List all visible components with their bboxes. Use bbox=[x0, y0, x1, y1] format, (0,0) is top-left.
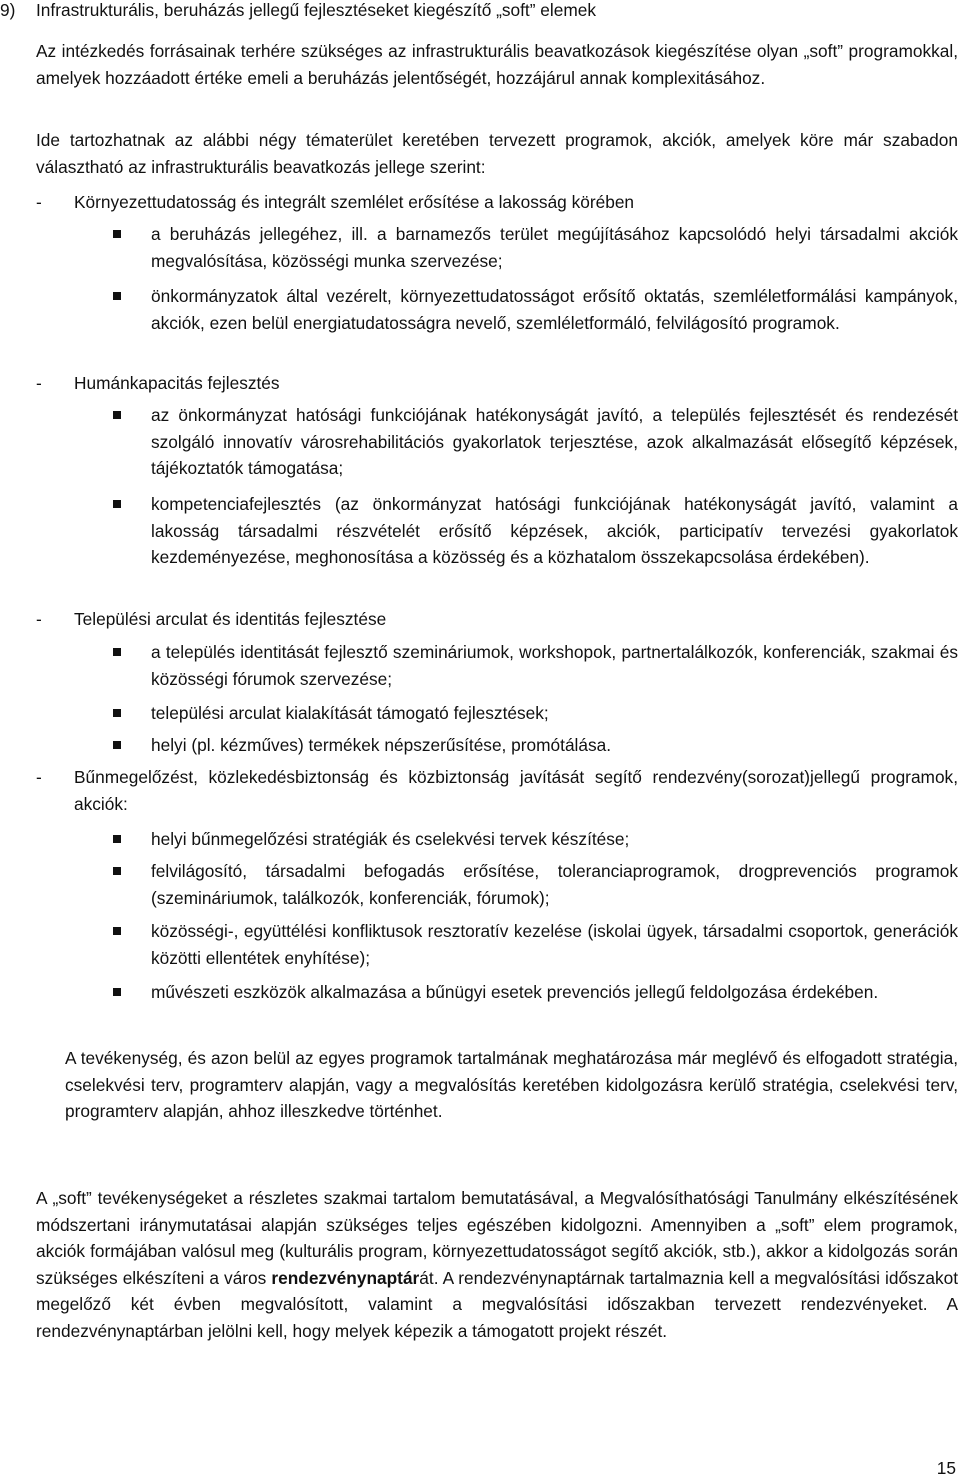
square-bullet-icon bbox=[113, 988, 121, 996]
square-bullet-icon bbox=[113, 292, 121, 300]
bullet-text: felvilágosító, társadalmi befogadás erősítése, toleranciaprogramok, drogprevenciós programok (szemináriumok, találkozók, konferenciák, fórumok); bbox=[151, 861, 958, 908]
bullet-text: a település identitását fejlesztő szemináriumok, workshopok, partnertalálkozók, konferenciák, szakmai és közösségi fórumok szervezése; bbox=[151, 642, 958, 689]
page-number: 15 bbox=[936, 1458, 956, 1478]
intro-paragraph: Ide tartozhatnak az alábbi négy tématerület keretében tervezett programok, akciók, amelyek köre már szabadon választható az infrastrukturális beavatkozás jellege szerint: bbox=[36, 130, 958, 177]
bullet-text: önkormányzatok által vezérelt, környezettudatosságot erősítő oktatás, szemléletformálási kampányok, akciók, ezen belül energiatudatosságra nevelő, szemléletformáló, felvilágosító programok. bbox=[151, 286, 958, 333]
square-bullet-icon bbox=[113, 835, 121, 843]
topic-title: Települési arculat és identitás fejlesztése bbox=[74, 609, 387, 629]
closing-paragraph: A tevékenység, és azon belül az egyes programok tartalmának meghatározása már meglévő és elfogadott stratégia, cselekvési terv, programterv alapján, vagy a megvalósítás keretében kidolgozásra kerülő stratégia, cselekvési terv, programterv alapján, ahhoz illeszkedve történhet. bbox=[65, 1048, 958, 1122]
final-text-part: A „soft” tevékenységeket a részletes szakmai tartalom bemutatásával, a Megvalósíthatósági Tanulmány elkészítésének módszertani iránymutatásai alapján szükséges teljes egészében kidolgozni. Amennyiben a „soft” elem programok, akciók formájában valósul meg (kulturális program, környezettudatosságot segítő akciók, stb.), akkor a kidolgozás során szükséges elkészíteni a város bbox=[36, 1188, 958, 1288]
bullet-text: a beruházás jellegéhez, ill. a barnamezős terület megújításához kapcsolódó helyi társadalmi akciók megvalósítása, közösségi munka szervezése; bbox=[151, 224, 958, 271]
bullet-text: az önkormányzat hatósági funkciójának hatékonyságát javító, a település fejlesztését és rendezését szolgáló innovatív városrehabilitációs gyakorlatok terjesztése, azok alkalmazását elősegítő képzések, tájékoztatók támogatása; bbox=[151, 405, 958, 479]
intro-paragraph: Az intézkedés forrásainak terhére szükséges az infrastrukturális beavatkozások kiegészítése olyan „soft” programokkal, amelyek hozzáadott értéke emeli a beruházás jelentőségét, hozzájárul annak komplexitásához. bbox=[36, 41, 958, 88]
bullet-text: települési arculat kialakítását támogató fejlesztések; bbox=[151, 703, 549, 723]
topic-title: Bűnmegelőzést, közlekedésbiztonság és közbiztonság javítását segítő rendezvény(sorozat)jellegű programok, akciók: bbox=[74, 767, 958, 814]
bullet-text: helyi (pl. kézműves) termékek népszerűsítése, promótálása. bbox=[151, 735, 612, 755]
square-bullet-icon bbox=[113, 741, 121, 749]
dash-marker: - bbox=[36, 373, 42, 393]
bullet-text: közösségi-, együttélési konfliktusok resztoratív kezelése (iskolai ügyek, társadalmi csoportok, generációk közötti ellentétek enyhítése); bbox=[151, 921, 958, 968]
dash-marker: - bbox=[36, 609, 42, 629]
topic-title: Humánkapacitás fejlesztés bbox=[74, 373, 280, 393]
topic-title: Környezettudatosság és integrált szemlélet erősítése a lakosság körében bbox=[74, 192, 635, 212]
dash-marker: - bbox=[36, 192, 42, 212]
dash-marker: - bbox=[36, 767, 42, 787]
square-bullet-icon bbox=[113, 411, 121, 419]
section-number: 9) bbox=[0, 0, 16, 20]
square-bullet-icon bbox=[113, 927, 121, 935]
bullet-text: helyi bűnmegelőzési stratégiák és cselekvési tervek készítése; bbox=[151, 829, 630, 849]
final-paragraph bbox=[36, 1185, 958, 1345]
bullet-text: művészeti eszközök alkalmazása a bűnügyi esetek prevenciós jellegű feldolgozása érdekében. bbox=[151, 982, 879, 1002]
section-title: Infrastrukturális, beruházás jellegű fejlesztéseket kiegészítő „soft” elemek bbox=[36, 0, 596, 20]
square-bullet-icon bbox=[113, 648, 121, 656]
square-bullet-icon bbox=[113, 230, 121, 238]
bullet-text: kompetenciafejlesztés (az önkormányzat hatósági funkciójának hatékonyságát javító, valamint a lakosság társadalmi részvételét erősítő képzések, akciók, participatív tervezési gyakorlatok kezdeményezése, meghonosítása a közösség és a közhatalom összekapcsolása érdekében). bbox=[151, 494, 958, 568]
emphasis-term: rendezvénynaptár bbox=[271, 1267, 420, 1288]
square-bullet-icon bbox=[113, 709, 121, 717]
square-bullet-icon bbox=[113, 867, 121, 875]
final-text-part: át. A rendezvénynaptárnak tartalmaznia kell a megvalósítási időszakot megelőző két évben megvalósított, valamint a megvalósítási időszakban tervezett rendezvényeket. A rendezvénynaptárban jelölni kell, hogy melyek képezik a támogatott projekt részét. bbox=[36, 1267, 958, 1341]
square-bullet-icon bbox=[113, 500, 121, 508]
